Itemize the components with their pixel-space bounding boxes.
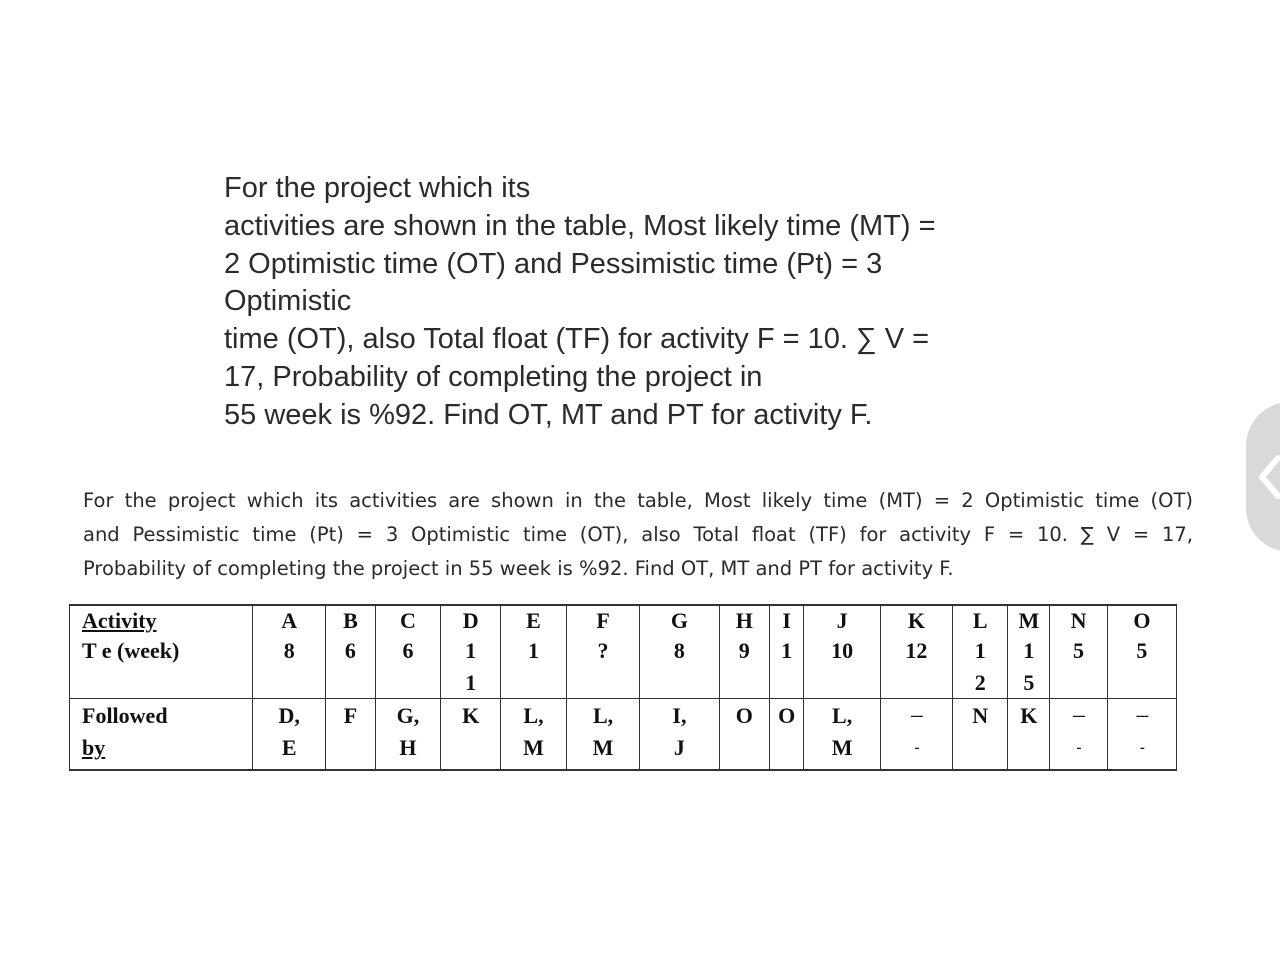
row-label-empty bbox=[70, 670, 253, 699]
te-cell-continued bbox=[1107, 670, 1176, 699]
activity-cell: J bbox=[804, 605, 880, 636]
te-cell: ? bbox=[566, 636, 639, 670]
followed-cell-continued: H bbox=[375, 733, 441, 770]
te-cell: 1 bbox=[501, 636, 567, 670]
te-cell: 12 bbox=[880, 636, 952, 670]
activity-cell: F bbox=[566, 605, 639, 636]
te-cell: 1 bbox=[441, 636, 501, 670]
followed-cell: K bbox=[441, 699, 501, 734]
te-cell: 6 bbox=[326, 636, 375, 670]
followed-cell: G, bbox=[375, 699, 441, 734]
te-cell: 9 bbox=[719, 636, 769, 670]
followed-cell: --- bbox=[1050, 699, 1108, 734]
followed-cell-continued: M bbox=[804, 733, 880, 770]
followed-cell-continued: E bbox=[253, 733, 326, 770]
activity-table bbox=[69, 604, 1177, 771]
te-cell-continued bbox=[566, 670, 639, 699]
te-cell: 1 bbox=[769, 636, 804, 670]
followed-cell-continued bbox=[441, 733, 501, 770]
te-cell: 8 bbox=[640, 636, 720, 670]
te-cell: 1 bbox=[1008, 636, 1050, 670]
problem-line: Probability of completing the project in 55 week is %92. Find OT, MT and PT for activity F. bbox=[83, 557, 954, 580]
question-line: activities are shown in the table, Most likely time (MT) = bbox=[224, 209, 936, 242]
activity-cell: B bbox=[326, 605, 375, 636]
activity-cell: K bbox=[880, 605, 952, 636]
followed-cell-continued: M bbox=[501, 733, 567, 770]
te-cell: 6 bbox=[375, 636, 441, 670]
row-label-followed: Followed bbox=[70, 699, 253, 734]
followed-cell-continued: - bbox=[1050, 733, 1108, 770]
activity-cell: E bbox=[501, 605, 567, 636]
te-cell-continued bbox=[375, 670, 441, 699]
followed-cell: O bbox=[719, 699, 769, 734]
problem-line: For the project which its activities are shown in the table, Most likely time (MT) = 2 Optimistic time (OT) bbox=[83, 489, 1193, 512]
followed-cell: K bbox=[1008, 699, 1050, 734]
followed-row-continued bbox=[70, 733, 1177, 770]
activity-cell: A bbox=[253, 605, 326, 636]
te-cell-continued bbox=[640, 670, 720, 699]
followed-cell-continued bbox=[326, 733, 375, 770]
te-cell-continued: 2 bbox=[952, 670, 1007, 699]
question-text bbox=[224, 170, 1044, 435]
question-line: Optimistic bbox=[224, 285, 352, 318]
row-label-activity: Activity bbox=[70, 605, 253, 636]
activity-cell: C bbox=[375, 605, 441, 636]
chevron-left-icon[interactable] bbox=[1254, 454, 1280, 500]
question-line: 55 week is %92. Find OT, MT and PT for activity F. bbox=[224, 398, 873, 431]
followed-cell-continued bbox=[719, 733, 769, 770]
te-cell-continued: 5 bbox=[1008, 670, 1050, 699]
followed-cell: N bbox=[952, 699, 1007, 734]
followed-cell: D, bbox=[253, 699, 326, 734]
te-cell-continued bbox=[1050, 670, 1108, 699]
problem-line: and Pessimistic time (Pt) = 3 Optimistic time (OT), also Total float (TF) for activity F = 10. ∑ V = 17, bbox=[83, 523, 1193, 546]
followed-cell: --- bbox=[1107, 699, 1176, 734]
followed-cell-continued: - bbox=[1107, 733, 1176, 770]
followed-cell-continued: M bbox=[566, 733, 639, 770]
followed-cell-continued bbox=[1008, 733, 1050, 770]
te-cell-continued bbox=[719, 670, 769, 699]
question-line: time (OT), also Total float (TF) for activity F = 10. ∑ V = bbox=[224, 323, 930, 356]
followed-cell: L, bbox=[804, 699, 880, 734]
activity-cell: N bbox=[1050, 605, 1108, 636]
row-label-by: by bbox=[70, 733, 253, 770]
followed-cell-continued bbox=[769, 733, 804, 770]
te-row-continued bbox=[70, 670, 1177, 699]
te-cell-continued bbox=[804, 670, 880, 699]
te-cell: 1 bbox=[952, 636, 1007, 670]
activity-cell: D bbox=[441, 605, 501, 636]
followed-cell: --- bbox=[880, 699, 952, 734]
te-cell: 10 bbox=[804, 636, 880, 670]
te-cell: 5 bbox=[1107, 636, 1176, 670]
followed-cell: F bbox=[326, 699, 375, 734]
te-cell-continued bbox=[880, 670, 952, 699]
activity-cell: I bbox=[769, 605, 804, 636]
te-cell-continued: 1 bbox=[441, 670, 501, 699]
followed-cell-continued: J bbox=[640, 733, 720, 770]
followed-cell-continued bbox=[952, 733, 1007, 770]
side-nav-handle[interactable] bbox=[1246, 402, 1280, 552]
question-line: For the project which its bbox=[224, 172, 531, 204]
te-cell-continued bbox=[253, 670, 326, 699]
te-cell-continued bbox=[501, 670, 567, 699]
followed-row bbox=[70, 699, 1177, 734]
activity-cell: O bbox=[1107, 605, 1176, 636]
followed-cell: L, bbox=[566, 699, 639, 734]
row-label-te: T e (week) bbox=[70, 636, 253, 670]
followed-cell: L, bbox=[501, 699, 567, 734]
te-cell-continued bbox=[769, 670, 804, 699]
activity-cell: M bbox=[1008, 605, 1050, 636]
activity-cell: H bbox=[719, 605, 769, 636]
activity-cell: L bbox=[952, 605, 1007, 636]
problem-image-text bbox=[83, 484, 1193, 586]
te-cell-continued bbox=[326, 670, 375, 699]
question-line: 2 Optimistic time (OT) and Pessimistic time (Pt) = 3 bbox=[224, 247, 883, 280]
activity-row bbox=[70, 605, 1177, 636]
question-line: 17, Probability of completing the project in bbox=[224, 360, 763, 393]
followed-cell: I, bbox=[640, 699, 720, 734]
te-cell: 8 bbox=[253, 636, 326, 670]
te-cell: 5 bbox=[1050, 636, 1108, 670]
followed-cell: O bbox=[769, 699, 804, 734]
te-row bbox=[70, 636, 1177, 670]
activity-cell: G bbox=[640, 605, 720, 636]
followed-cell-continued: - bbox=[880, 733, 952, 770]
